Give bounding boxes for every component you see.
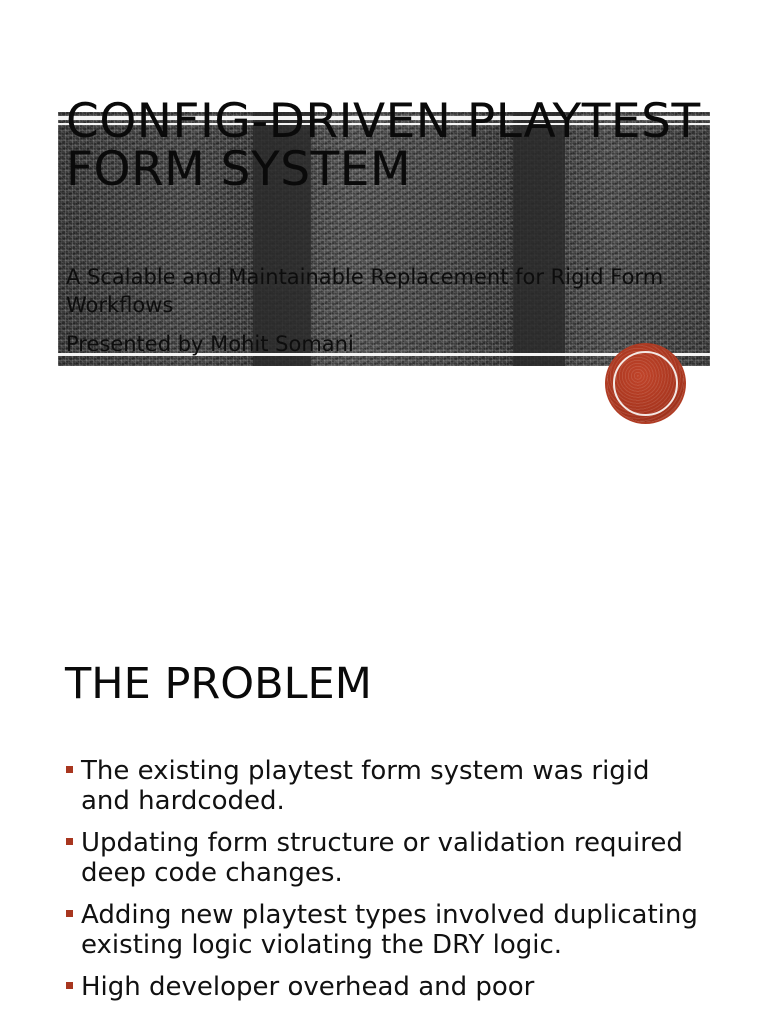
slide-heading: THE PROBLEM [65,659,372,709]
bullet-text: High developer overhead and poor [81,972,535,1002]
bullet-item [66,900,706,960]
bullet-item [66,828,706,888]
bullet-item [66,972,706,1002]
slide-title: CONFIG-DRIVEN PLAYTEST FORM SYSTEM [66,94,701,197]
bullet-text: The existing playtest form system was rigid and hardcoded. [81,756,650,816]
bullet-item [66,756,706,816]
square-bullet-icon [66,910,73,917]
square-bullet-icon [66,982,73,989]
square-bullet-icon [66,766,73,773]
bullet-list [66,756,706,1014]
decorative-circle-seal [607,345,684,422]
bullet-text: Updating form structure or validation required deep code changes. [81,828,683,888]
square-bullet-icon [66,838,73,845]
bullet-text: Adding new playtest types involved duplicating existing logic violating the DRY logic. [81,900,698,960]
presenter-line: Presented by Mohit Somani [66,332,354,356]
slide-subtitle: A Scalable and Maintainable Replacement for Rigid Form Workflows [66,265,664,317]
problem-slide [0,596,768,1024]
